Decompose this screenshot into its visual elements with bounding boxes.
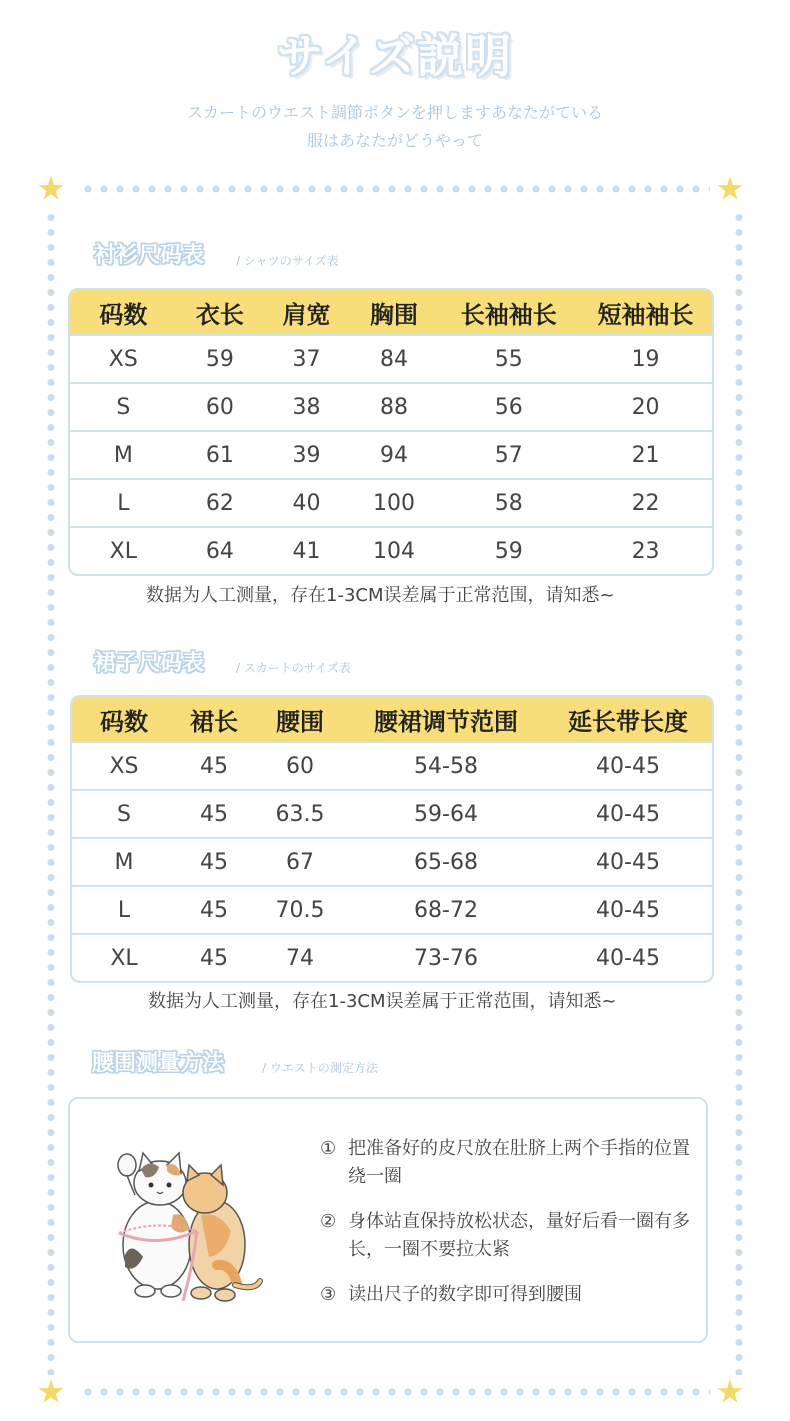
shirt-size-table (68, 288, 714, 576)
table-cell: 68-72 (348, 886, 544, 934)
table-cell: M (70, 431, 177, 479)
shirt-measurement-note: 数据为人工测量，存在1-3CM误差属于正常范围，请知悉~ (146, 585, 615, 606)
table-cell: 67 (252, 838, 348, 886)
table-cell: 38 (263, 383, 350, 431)
table-cell: 45 (176, 790, 252, 838)
table-cell: 45 (176, 886, 252, 934)
table-row (72, 934, 712, 981)
table-cell: 64 (177, 527, 264, 574)
table-cell: 61 (177, 431, 264, 479)
column-header: 长袖袖长 (438, 290, 579, 335)
table-cell: 65-68 (348, 838, 544, 886)
table-cell: 60 (177, 383, 264, 431)
table-cell: 41 (263, 527, 350, 574)
table-cell: 40 (263, 479, 350, 527)
table-row (70, 479, 712, 527)
table-cell: 62 (177, 479, 264, 527)
table-cell: 39 (263, 431, 350, 479)
table-cell: 40-45 (544, 934, 712, 981)
measure-step-1 (320, 1135, 690, 1191)
table-cell: 55 (438, 335, 579, 383)
star-icon (38, 176, 64, 202)
table-row (70, 431, 712, 479)
table-cell: 45 (176, 934, 252, 981)
table-cell: M (72, 838, 176, 886)
table-cell: 100 (350, 479, 439, 527)
frame-left-border (47, 210, 55, 1375)
column-header: 肩宽 (263, 290, 350, 335)
table-cell: 104 (350, 527, 439, 574)
column-header: 胸围 (350, 290, 439, 335)
table-cell: XS (72, 742, 176, 790)
table-cell: 63.5 (252, 790, 348, 838)
table-cell: 20 (579, 383, 712, 431)
table-cell: 45 (176, 742, 252, 790)
column-header: 衣长 (177, 290, 264, 335)
table-cell: 70.5 (252, 886, 348, 934)
table-cell: 60 (252, 742, 348, 790)
frame-top-border (80, 185, 710, 193)
column-header: 码数 (72, 697, 176, 742)
table-cell: 23 (579, 527, 712, 574)
star-icon (717, 1379, 743, 1405)
step-text: 读出尺子的数字即可得到腰围 (348, 1284, 582, 1305)
table-cell: 94 (350, 431, 439, 479)
table-row (72, 790, 712, 838)
step-number: ③ (320, 1284, 337, 1305)
table-cell: 59 (177, 335, 264, 383)
skirt-size-table (70, 695, 714, 983)
table-row (72, 838, 712, 886)
skirt-section-subtitle: / スカートのサイズ表 (236, 661, 351, 675)
column-header: 码数 (70, 290, 177, 335)
table-cell: 73-76 (348, 934, 544, 981)
table-cell: 56 (438, 383, 579, 431)
subtitle-line-2: 服はあなたがどうやって (306, 131, 483, 150)
table-header-row (72, 697, 712, 742)
skirt-section-title: 裙子尺码表 (94, 651, 205, 676)
step-text: 把准备好的皮尺放在肚脐上两个手指的位置绕一圈 (348, 1138, 690, 1187)
step-number: ② (320, 1211, 337, 1232)
table-cell: 58 (438, 479, 579, 527)
table-cell: S (70, 383, 177, 431)
measure-step-2 (320, 1208, 690, 1264)
frame-bottom-border (80, 1388, 710, 1396)
table-cell: 37 (263, 335, 350, 383)
table-cell: 45 (176, 838, 252, 886)
table-cell: 74 (252, 934, 348, 981)
skirt-measurement-note: 数据为人工测量，存在1-3CM误差属于正常范围，请知悉~ (148, 991, 617, 1012)
step-number: ① (320, 1138, 337, 1159)
page-title: サイズ説明 (276, 29, 514, 83)
table-cell: XL (70, 527, 177, 574)
cat-measuring-illustration (105, 1145, 270, 1310)
table-cell: 54-58 (348, 742, 544, 790)
table-row (72, 742, 712, 790)
table-cell: 59-64 (348, 790, 544, 838)
shirt-section-subtitle: / シャツのサイズ表 (236, 254, 339, 268)
table-cell: 40-45 (544, 838, 712, 886)
table-row (72, 886, 712, 934)
table-cell: S (72, 790, 176, 838)
table-cell: 84 (350, 335, 439, 383)
column-header: 腰围 (252, 697, 348, 742)
star-icon (717, 176, 743, 202)
column-header: 裙长 (176, 697, 252, 742)
table-cell: L (70, 479, 177, 527)
subtitle-line-1: スカートのウエスト調節ボタンを押しますあなたがている (186, 103, 603, 122)
table-cell: 88 (350, 383, 439, 431)
table-row (70, 335, 712, 383)
table-cell: 40-45 (544, 790, 712, 838)
table-cell: 40-45 (544, 886, 712, 934)
measure-section-subtitle: / ウエストの測定方法 (262, 1061, 378, 1075)
table-header-row (70, 290, 712, 335)
table-row (70, 527, 712, 574)
shirt-section-title: 衬衫尺码表 (94, 243, 205, 268)
table-cell: 21 (579, 431, 712, 479)
column-header: 腰裙调节范围 (348, 697, 544, 742)
table-cell: 57 (438, 431, 579, 479)
star-icon (38, 1379, 64, 1405)
column-header: 延长带长度 (544, 697, 712, 742)
table-cell: L (72, 886, 176, 934)
table-row (70, 383, 712, 431)
table-cell: 19 (579, 335, 712, 383)
measure-step-3 (320, 1281, 690, 1309)
frame-right-border (735, 210, 743, 1375)
step-text: 身体站直保持放松状态，量好后看一圈有多长，一圈不要拉太紧 (348, 1211, 690, 1260)
table-cell: XS (70, 335, 177, 383)
column-header: 短袖袖长 (579, 290, 712, 335)
table-cell: 40-45 (544, 742, 712, 790)
table-cell: 59 (438, 527, 579, 574)
table-cell: 22 (579, 479, 712, 527)
measure-section-title: 腰围测量方法 (92, 1051, 225, 1076)
table-cell: XL (72, 934, 176, 981)
